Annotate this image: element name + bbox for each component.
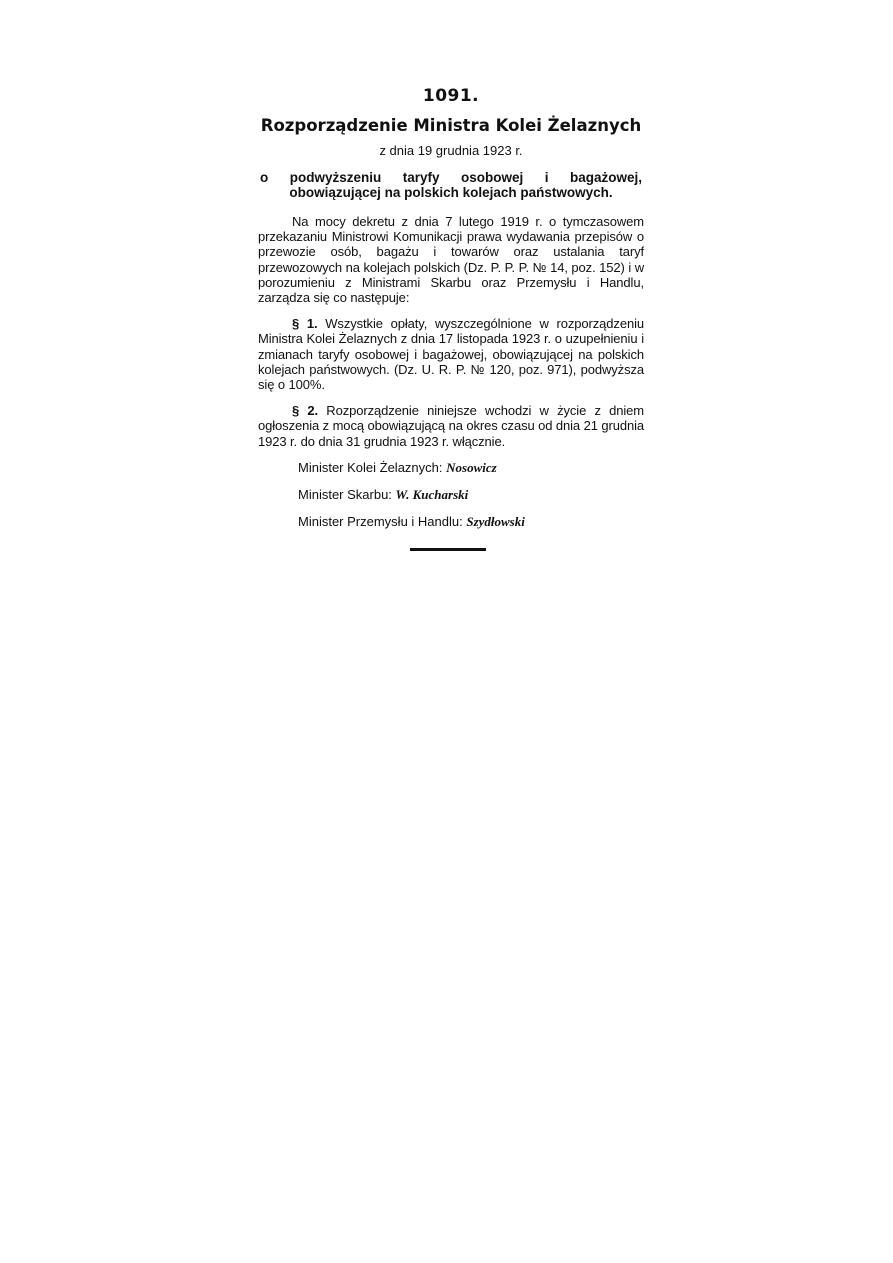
signature-railways-minister <box>298 460 644 476</box>
section-2-label: § 2. <box>292 403 319 419</box>
signature-name: Szydłowski <box>466 513 525 529</box>
signature-industry-minister <box>298 514 644 530</box>
signature-role: Minister Kolei Żelaznych: <box>298 459 443 475</box>
section-2-text: Rozporządzenie niniejsze wchodzi w życie z dniem ogłoszenia z mocą obowiązującą na okres czasu od dnia 21 grudnia 1923 r. do dnia 31 grudnia 1923 r. włącznie. <box>258 403 645 449</box>
preamble-paragraph: Na mocy dekretu z dnia 7 lutego 1919 r. o tymczasowem przekazaniu Ministrowi Komunikacji prawa wydawania przepisów o przewozie osób, bagażu i towarów oraz ustalania taryf przewozowych na kolejach polskich (Dz. P. P. P. № 14, poz. 152) i w porozumieniu z Ministrami Skarbu oraz Przemysłu i Handlu, zarządza się co następuje: <box>258 214 644 306</box>
section-2 <box>258 403 644 449</box>
signature-name: Nosowicz <box>446 459 497 475</box>
section-1-text: Wszystkie opłaty, wyszczególnione w rozporządzeniu Ministra Kolei Żelaznych z dnia 17 listopada 1923 r. o uzupełnieniu i zmianach taryfy osobowej i bagażowej, obowiązującej na polskich kolejach państwowych. (Dz. U. R. P. № 120, poz. 971), podwyższa się o 100%. <box>258 316 644 393</box>
closing-rule <box>410 548 486 551</box>
section-1-label: § 1. <box>292 316 318 332</box>
signature-treasury-minister <box>298 487 644 503</box>
signature-role: Minister Skarbu: <box>298 486 392 502</box>
document-date: z dnia 19 grudnia 1923 r. <box>379 143 523 158</box>
document-subject: o podwyższeniu taryfy osobowej i bagażowej, obowiązującej na polskich kolejach państwowych. <box>260 170 642 200</box>
document-number: 1091. <box>422 86 480 106</box>
document <box>258 86 644 551</box>
signature-name: W. Kucharski <box>395 486 469 502</box>
document-title: Rozporządzenie Ministra Kolei Żelaznych <box>260 116 642 135</box>
section-1 <box>258 316 644 392</box>
signature-role: Minister Przemysłu i Handlu: <box>298 513 463 529</box>
